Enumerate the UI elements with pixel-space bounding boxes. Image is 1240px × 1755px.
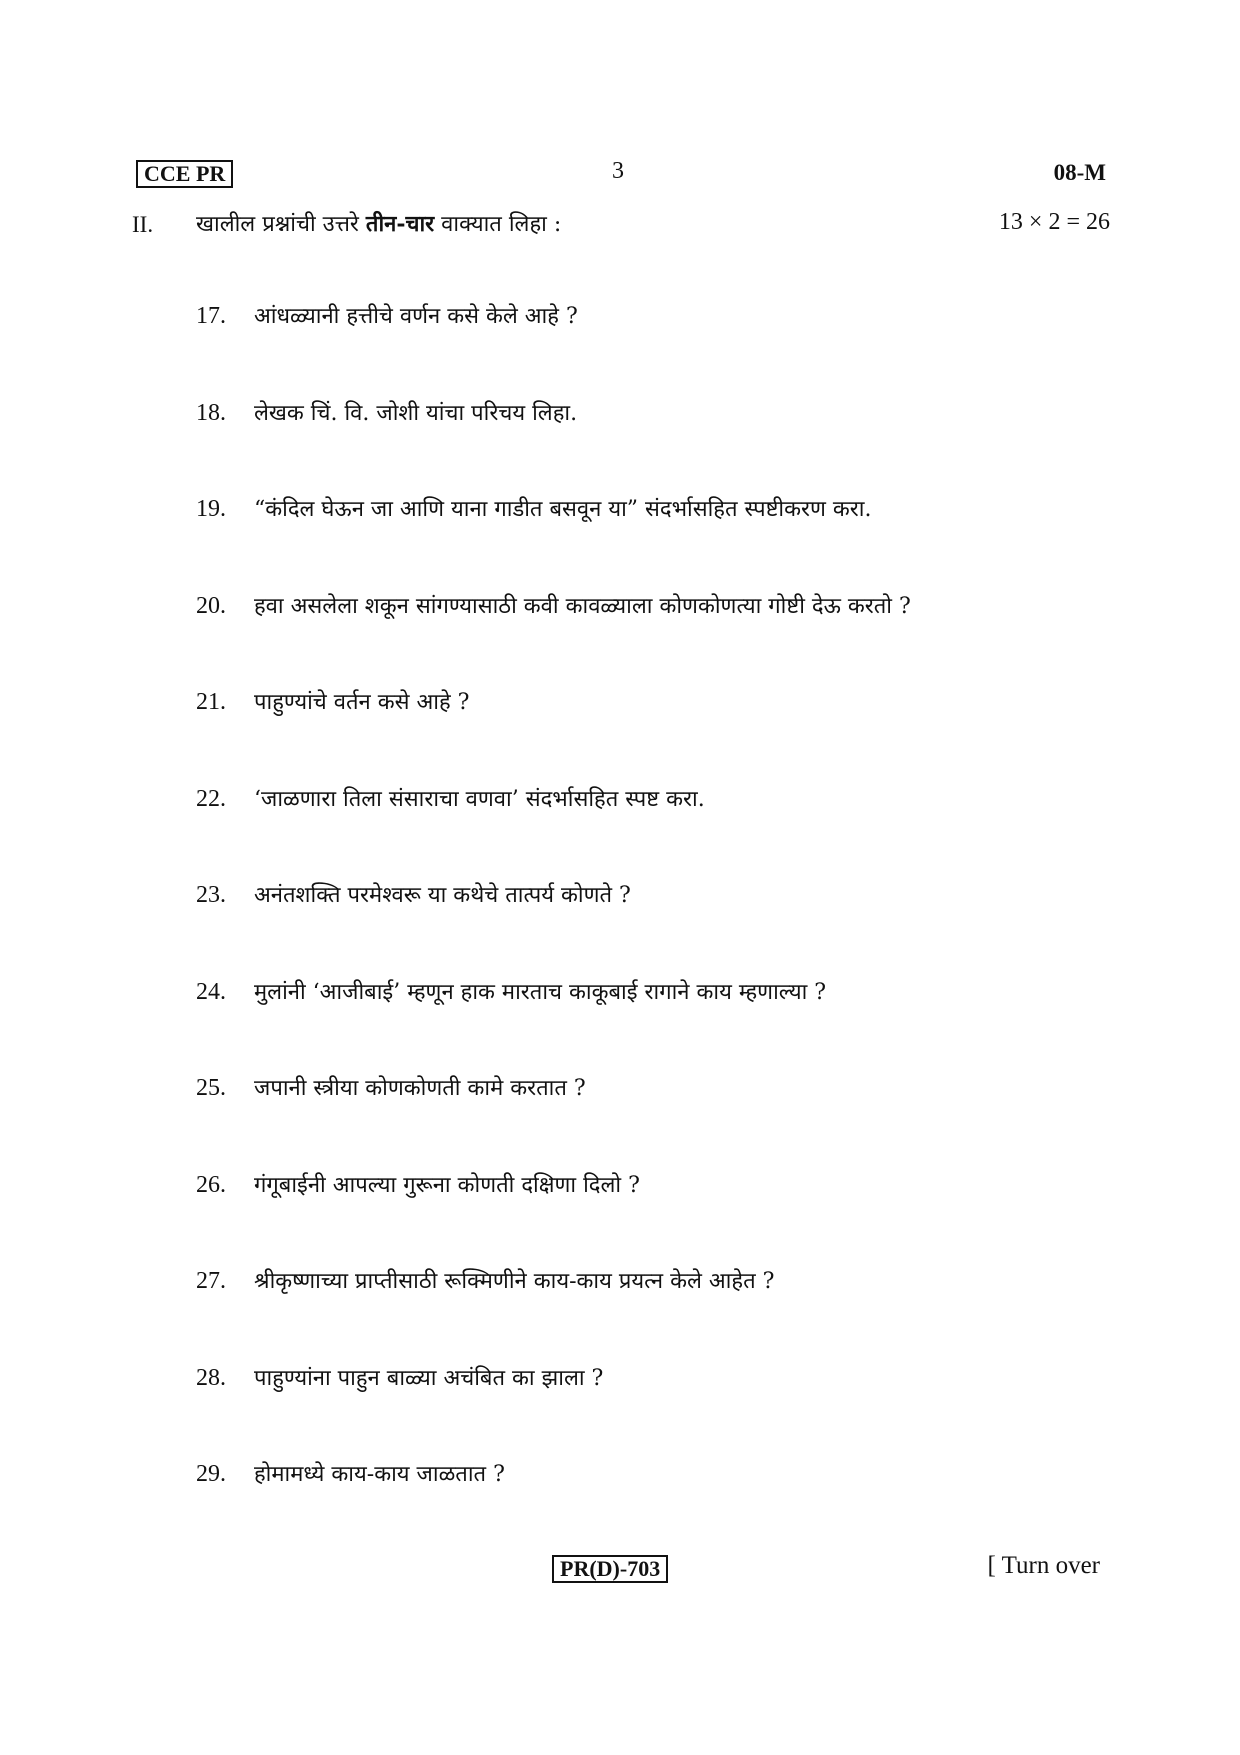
turn-over-note: [ Turn over [987,1552,1100,1579]
question-number: 26. [196,1171,226,1198]
question-text: आंधळ्यानी हत्तीचे वर्णन कसे केले आहे ? [254,304,578,329]
question-item [196,300,911,397]
question-text: “कंदिल घेऊन जा आणि याना गाडीत बसवून या” संदर्भासहित स्पष्टीकरण करा. [254,497,872,522]
question-number: 29. [196,1461,226,1487]
question-item [196,783,911,880]
footer-code-box: PR(D)-703 [552,1555,668,1583]
paper-code: 08-M [1053,160,1106,185]
question-text: होमामध्ये काय-काय जाळतात ? [254,1462,505,1487]
question-item [196,493,911,590]
question-item [196,1072,911,1169]
question-item [196,1362,911,1459]
question-text: लेखक चिं. वि. जोशी यांचा परिचय लिहा. [254,400,578,426]
question-text: पाहुण्यांचे वर्तन कसे आहे ? [254,690,470,715]
header-code-box: CCE PR [136,160,233,188]
question-number: 19. [196,496,226,522]
question-number: 21. [196,689,226,715]
question-text: मुलांनी ‘आजीबाई’ म्हणून हाक मारताच काकूबाई रागाने काय म्हणाल्या ? [254,979,827,1005]
question-text: ‘जाळणारा तिला संसाराचा वणवा’ संदर्भासहित स्पष्ट करा. [254,786,705,812]
question-number: 28. [196,1364,226,1391]
question-number: 25. [196,1075,226,1101]
question-number: 27. [196,1268,226,1294]
question-number: 22. [196,785,226,812]
page-number: 3 [612,158,624,184]
question-text: जपानी स्त्रीया कोणकोणती कामे करतात ? [254,1076,586,1101]
question-item [196,397,911,494]
question-item [196,976,911,1073]
question-number: 20. [196,592,226,619]
question-item [196,686,911,783]
question-item [196,1458,911,1555]
question-item [196,879,911,976]
instruction-text-bold: तीन-चार [365,211,435,237]
question-text: हवा असलेला शकून सांगण्यासाठी कवी कावळ्याला कोणकोणत्या गोष्टी देऊ करतो ? [254,593,911,619]
question-number: 23. [196,882,226,908]
section-marks: 13 × 2 = 26 [998,209,1110,235]
instruction-text-pre: खालील प्रश्नांची उत्तरे [196,212,366,237]
section-instruction [196,208,561,238]
instruction-text-post: वाक्यात लिहा : [434,212,562,237]
question-text: श्रीकृष्णाच्या प्राप्तीसाठी रूक्मिणीने काय-काय प्रयत्न केले आहेत ? [254,1269,775,1294]
question-item [196,590,911,687]
question-text: पाहुण्यांना पाहुन बाळ्या अचंबित का झाला ? [254,1365,604,1391]
question-number: 18. [196,399,226,426]
question-list [196,300,911,1555]
question-number: 17. [196,303,226,329]
question-text: गंगूबाईनी आपल्या गुरूना कोणती दक्षिणा दिलो ? [254,1172,640,1198]
question-number: 24. [196,978,226,1005]
question-item [196,1265,911,1362]
question-text: अनंतशक्ति परमेश्वरू या कथेचे तात्पर्य कोणते ? [254,883,631,908]
section-number: II. [132,212,154,237]
question-item [196,1169,911,1266]
